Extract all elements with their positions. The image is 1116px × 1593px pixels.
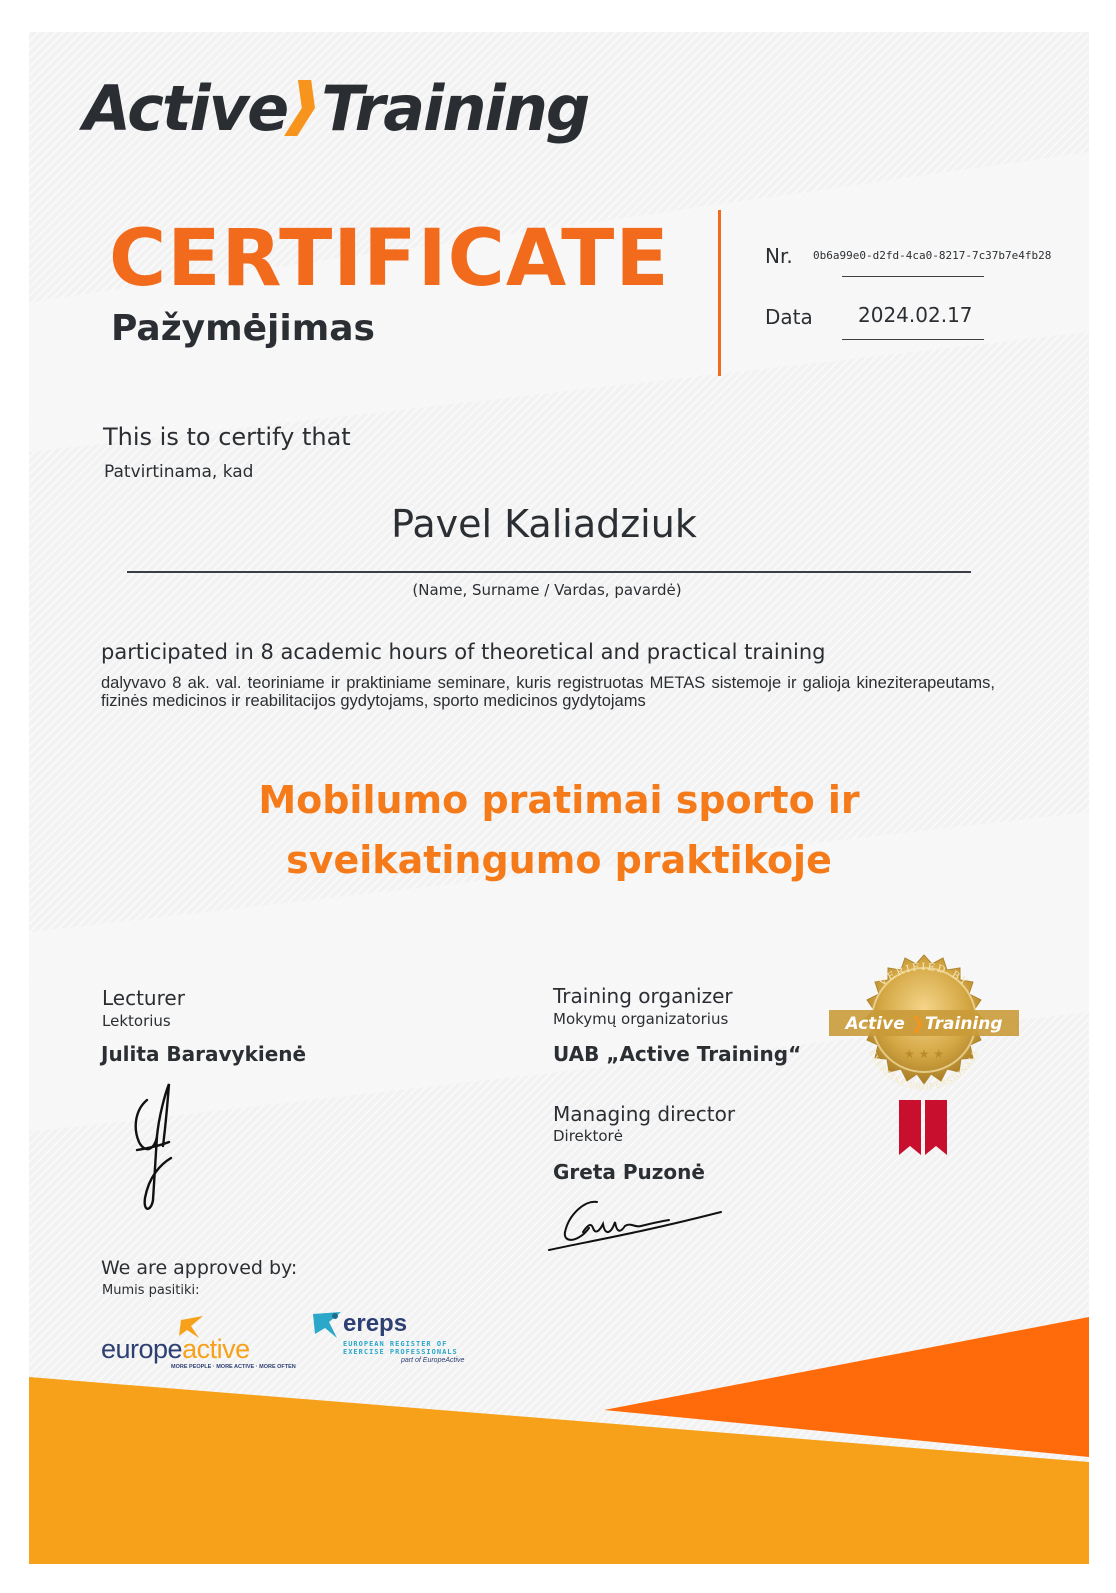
title-divider bbox=[718, 210, 721, 376]
certificate-date: 2024.02.17 bbox=[858, 303, 973, 327]
certificate-subtitle: Pažymėjimas bbox=[111, 308, 375, 349]
date-underline bbox=[842, 339, 984, 340]
certify-text-lt: Patvirtinama, kad bbox=[104, 462, 254, 482]
recipient-caption: (Name, Surname / Vardas, pavardė) bbox=[412, 581, 682, 599]
recipient-name: Pavel Kaliadziuk bbox=[391, 502, 697, 546]
europeactive-word-left: europe bbox=[101, 1334, 183, 1364]
europeactive-logo bbox=[101, 1314, 311, 1374]
director-label-lt: Direktorė bbox=[553, 1127, 623, 1145]
training-description-lt: dalyvavo 8 ak. val. teoriniame ir praktiniame seminare, kuris registruotas METAS sistemoje ir galioja kineziterapeutams, fizinės medicinos ir reabilitacijos gydytojams, sporto medicinos gydytojams bbox=[101, 674, 995, 710]
organizer-label-en: Training organizer bbox=[553, 984, 733, 1008]
training-description-en: participated in 8 academic hours of theoretical and practical training bbox=[101, 640, 826, 664]
lecturer-name: Julita Baravykienė bbox=[101, 1042, 307, 1066]
certificate-number: 0b6a99e0-d2fd-4ca0-8217-7c37b7e4fb28 bbox=[813, 249, 1052, 262]
number-underline bbox=[842, 276, 984, 277]
ereps-line-2: EXERCISE PROFESSIONALS bbox=[343, 1348, 458, 1356]
date-label: Data bbox=[765, 305, 813, 329]
course-title-line-1: Mobilumo pratimai sporto ir bbox=[258, 778, 860, 822]
europeactive-word-right: active bbox=[182, 1334, 250, 1364]
lecturer-label-en: Lecturer bbox=[102, 986, 185, 1010]
certify-text-en: This is to certify that bbox=[103, 423, 351, 451]
director-name: Greta Puzonė bbox=[553, 1160, 705, 1184]
lecturer-signature bbox=[125, 1080, 185, 1215]
number-label: Nr. bbox=[765, 244, 793, 268]
recipient-underline bbox=[127, 571, 971, 573]
seal-ribbon-left bbox=[899, 1100, 921, 1155]
europeactive-tagline: MORE PEOPLE · MORE ACTIVE · MORE OFTEN bbox=[171, 1364, 296, 1370]
brand-logo-right: Training bbox=[321, 72, 589, 145]
seal-ribbon-right bbox=[925, 1100, 947, 1155]
verified-seal bbox=[829, 950, 1019, 1160]
seal-bottom-text: EXERCISE PROFESSIONALS bbox=[867, 1048, 981, 1092]
course-title bbox=[29, 770, 1089, 890]
approvers-label-lt: Mumis pasitiki: bbox=[102, 1283, 200, 1298]
seal-stars-icon: ★ ★ ★ bbox=[904, 1047, 944, 1061]
brand-logo-left: Active bbox=[83, 72, 288, 145]
ereps-line-1: EUROPEAN REGISTER OF bbox=[343, 1340, 448, 1348]
course-title-line-2: sveikatingumo praktikoje bbox=[286, 838, 832, 882]
ereps-name: ereps bbox=[343, 1310, 408, 1337]
organizer-label-lt: Mokymų organizatorius bbox=[553, 1010, 729, 1028]
seal-top-text: VERIFIED BY bbox=[877, 961, 971, 989]
ereps-figure-icon bbox=[311, 1310, 343, 1340]
lecturer-label-lt: Lektorius bbox=[102, 1012, 171, 1030]
seal-brand: Active ❯Training bbox=[845, 1014, 1003, 1034]
ereps-line-3: part of EuropeActive bbox=[401, 1357, 465, 1364]
director-label-en: Managing director bbox=[553, 1102, 736, 1126]
organizer-name: UAB „Active Training“ bbox=[553, 1042, 802, 1066]
brand-logo bbox=[83, 72, 588, 145]
ereps-logo bbox=[311, 1310, 491, 1370]
director-signature bbox=[545, 1192, 725, 1254]
approvers-label-en: We are approved by: bbox=[101, 1257, 298, 1279]
certificate bbox=[29, 32, 1089, 1564]
certificate-title: CERTIFICATE bbox=[109, 214, 670, 304]
brand-logo-mark-icon bbox=[284, 80, 322, 136]
